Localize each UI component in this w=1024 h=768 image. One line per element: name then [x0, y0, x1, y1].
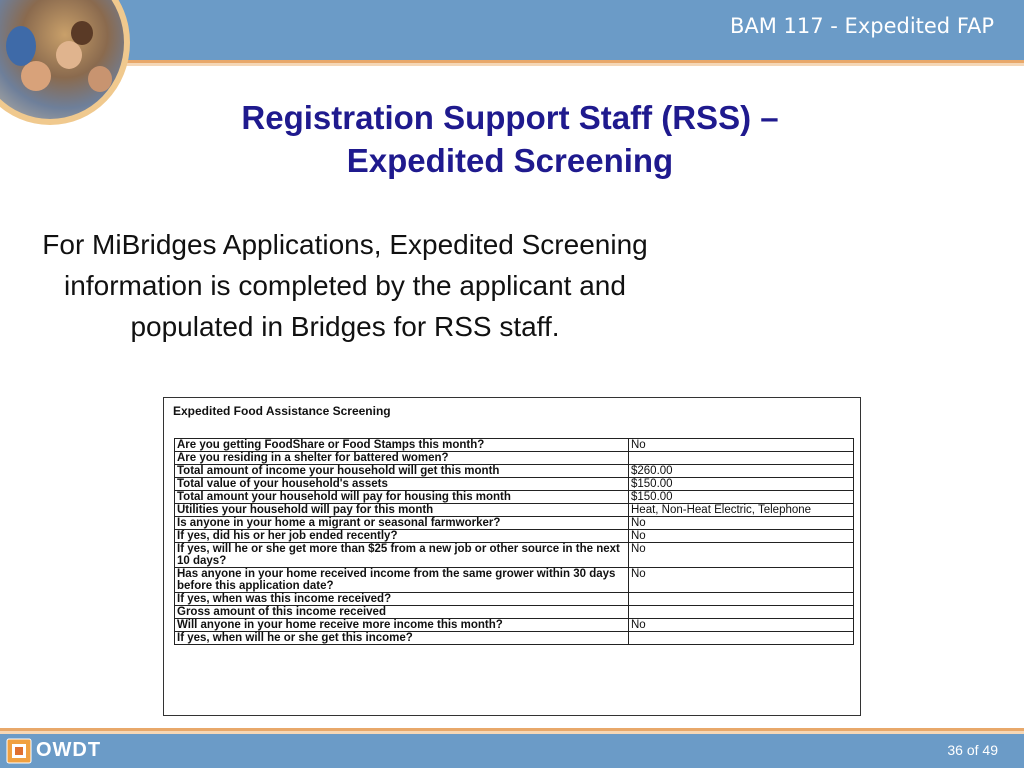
question-cell: Are you residing in a shelter for battered women?	[175, 452, 629, 465]
question-cell: Are you getting FoodShare or Food Stamps this month?	[175, 439, 629, 452]
table-row	[175, 632, 854, 645]
answer-cell	[629, 632, 854, 645]
question-cell: Gross amount of this income received	[175, 606, 629, 619]
table-row	[175, 465, 854, 478]
page-number-total: of 49	[966, 742, 998, 758]
table-row	[175, 543, 854, 568]
question-cell: If yes, will he or she get more than $25 from a new job or other source in the next 10 days?	[175, 543, 629, 568]
page-number-current: 36	[947, 742, 963, 758]
family-photo-image	[0, 0, 130, 125]
question-cell: If yes, when will he or she get this income?	[175, 632, 629, 645]
table-row	[175, 530, 854, 543]
table-row	[175, 593, 854, 606]
answer-cell: No	[629, 543, 854, 568]
slide-title-line2: Expedited Screening	[346, 142, 674, 179]
question-cell: Utilities your household will pay for this month	[175, 504, 629, 517]
page-number	[947, 742, 998, 758]
question-cell: Will anyone in your home receive more income this month?	[175, 619, 629, 632]
table-row	[175, 478, 854, 491]
table-row	[175, 452, 854, 465]
table-row	[175, 517, 854, 530]
answer-cell: $150.00	[629, 491, 854, 504]
form-heading: Expedited Food Assistance Screening	[173, 404, 391, 418]
slide-body-text: For MiBridges Applications, Expedited Screening information is completed by the applicant and populated in Bridges for RSS staff.	[42, 229, 648, 342]
answer-cell: No	[629, 530, 854, 543]
slide-title	[150, 96, 870, 182]
answer-cell: No	[629, 568, 854, 593]
answer-cell: $150.00	[629, 478, 854, 491]
answer-cell: No	[629, 439, 854, 452]
table-row	[175, 504, 854, 517]
answer-cell: $260.00	[629, 465, 854, 478]
answer-cell	[629, 452, 854, 465]
owdt-logo-icon	[6, 738, 32, 764]
slide-title-line1: Registration Support Staff (RSS) –	[241, 99, 779, 136]
table-row	[175, 606, 854, 619]
table-row	[175, 491, 854, 504]
header-accent-stripe-light	[0, 63, 1024, 66]
screening-form-image	[163, 397, 861, 716]
question-cell: Has anyone in your home received income from the same grower within 30 days before this application date?	[175, 568, 629, 593]
answer-cell	[629, 606, 854, 619]
question-cell: Is anyone in your home a migrant or seasonal farmworker?	[175, 517, 629, 530]
footer-bar	[0, 734, 1024, 768]
answer-cell: Heat, Non-Heat Electric, Telephone	[629, 504, 854, 517]
owdt-logo-text: OWDT	[36, 739, 102, 761]
question-cell: Total value of your household's assets	[175, 478, 629, 491]
question-cell: Total amount your household will pay for housing this month	[175, 491, 629, 504]
answer-cell: No	[629, 619, 854, 632]
question-cell: If yes, when was this income received?	[175, 593, 629, 606]
screening-table	[174, 438, 854, 645]
question-cell: If yes, did his or her job ended recently?	[175, 530, 629, 543]
question-cell: Total amount of income your household will get this month	[175, 465, 629, 478]
answer-cell: No	[629, 517, 854, 530]
table-row	[175, 568, 854, 593]
answer-cell	[629, 593, 854, 606]
table-row	[175, 619, 854, 632]
header-title: BAM 117 - Expedited FAP	[729, 14, 994, 38]
table-row	[175, 439, 854, 452]
